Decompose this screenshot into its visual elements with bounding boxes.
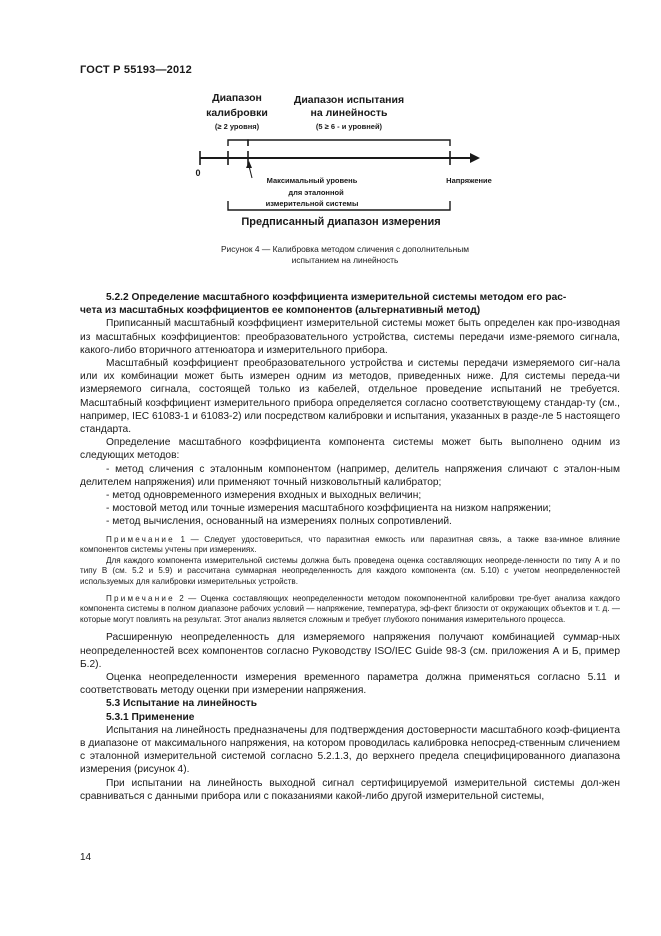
calib-range-label-1: Диапазон — [212, 92, 262, 104]
section-5-2-2-heading: 5.2.2 Определение масштабного коэффициента измерительной системы методом его рас- — [106, 292, 567, 303]
max-level-label-3: измерительной системы — [265, 199, 359, 208]
voltage-label: Напряжение — [446, 176, 492, 185]
note-label: Примечание — [106, 534, 175, 544]
paragraph: Определение масштабного коэффициента компонента системы может быть выполнено одним из следующих методов: — [80, 437, 620, 462]
note-text: — Оценка составляющих неопределенности методом покомпонентной калибровки тре-бует анализа каждого компонента системы в полном диапазоне рабочих условий — напряжение, температура, эф-фект близости от окружающих объектов и т. д. — которые могут повлиять на результат. Этот анализ является сложным и требует глубокого понимания измерительного процесса. — [80, 593, 621, 624]
lin-range-label-2: на линейность — [310, 107, 388, 119]
paragraph: Испытания на линейность предназначены для подтверждения достоверности масштабного коэф-фициента в диапазоне от максимального напряжения, на котором проводилась калибровка непосред-ственным сличением с эталонной измерительной системой согласно 5.2.1.3, до верхнего предела специфицированного диапазона измерения (рисунок 4). — [80, 724, 620, 776]
main-text — [80, 291, 620, 803]
axis-arrow-icon — [470, 153, 480, 163]
section-5-3-1-heading: 5.3.1 Применение — [106, 711, 195, 723]
lin-range-bracket — [248, 140, 450, 146]
method-list-item: - метод вычисления, основанный на измерениях полных сопротивлений. — [106, 516, 452, 528]
paragraph: Расширенную неопределенность для измеряемого напряжения получают комбинацией суммар-ных неопределенностей всех компонентов согласно Руководству ISO/IEC Guide 98-3 (см. приложения А и Б, пример Б.2). — [80, 632, 620, 670]
paragraph: Приписанный масштабный коэффициент измерительной системы может быть определен как про-изводная из масштабных коэффициентов: преобразовательного устройства, системы передачи изме-ряемого сигнала, какого-либо вторичного аттенюатора и измерительного прибора. — [80, 318, 620, 356]
section-5-3-heading: 5.3 Испытание на линейность — [106, 698, 258, 710]
paragraph: Масштабный коэффициент преобразовательного устройства и системы передачи измеряемого сиг-нала или их комбинации может быть измерен одним из методов, приведенных ниже. Для системы переда-чи измеряемого сигнала, состоящей только из кабелей, отдельное проведение испытаний не требуется. Масштабный коэффициент измерительного прибора определяется согласно соответствующему стандар-ту (см., например, IEC 61083-1 и 61083-2) или посредством калибровки и испытания, указанных в разде-ле 5 настоящего стандарта. — [80, 358, 620, 436]
figure-diagram — [0, 88, 661, 268]
figure-caption-line-2: испытанием на линейность — [291, 255, 399, 265]
page-number: 14 — [80, 852, 92, 863]
calib-range-label-3: (≥ 2 уровня) — [214, 122, 260, 131]
method-list-item: - мостовой метод или точные измерения масштабного коэффициента на низком напряжении; — [106, 503, 552, 515]
max-level-arrow-icon — [246, 161, 252, 168]
max-level-label-1: Максимальный уровень — [266, 176, 358, 185]
page-header: ГОСТ Р 55193—2012 — [80, 64, 192, 76]
calib-range-label-2: калибровки — [206, 107, 268, 119]
paragraph: Оценка неопределенности измерения временного параметра должна применяться согласно 5.11 и соответствовать методу оценки при измерении напряжения. — [80, 672, 620, 697]
figure-caption-line-1: Рисунок 4 — Калибровка методом сличения с дополнительным — [220, 244, 470, 254]
method-list-item: - метод одновременного измерения входных и выходных величин; — [106, 490, 422, 502]
lin-range-label-1: Диапазон испытания — [293, 94, 405, 106]
figure-4 — [0, 88, 661, 268]
paragraph: При испытании на линейность выходной сигнал сертифицируемой измерительной системы дол-жен сравниваться с данными прибора или с показаниями какой-либо другой измерительной системы, — [80, 777, 620, 802]
note-2 — [80, 594, 620, 626]
figure-caption — [180, 244, 510, 266]
note-1 — [80, 535, 620, 556]
section-5-2-2-heading-cont: чета из масштабных коэффициентов ее компонентов (альтернативный метод) — [80, 305, 481, 317]
calib-range-bracket — [228, 140, 248, 146]
assigned-range-label: Предписанный диапазон измерения — [241, 216, 441, 228]
note-1-paragraph-2: Для каждого компонента измерительной системы должна быть проведена оценка составляющих неопреде-ленности по типу А и по типу В (см. 5.2 и 5.9) и рассчитана суммарная неопределенность для каждого компонента (см. 5.10) с учетом неопределенностей используемых для калибровки измерительных устройств. — [80, 555, 620, 587]
note-text: — Следует удостовериться, что паразитная емкость или паразитная связь, а также вза-имное влияние компонентов системы учтены при измерениях. — [80, 534, 620, 555]
note-number: 1 — [180, 534, 185, 544]
method-list-item: - метод сличения с эталонным компонентом (например, делитель напряжения сличают с эталон-ным делителем напряжения) или применяют точный низковольтный калибратор; — [80, 463, 620, 488]
axis-origin-label: 0 — [195, 168, 201, 178]
note-number: 2 — [179, 593, 184, 603]
note-label: Примечание — [106, 593, 175, 603]
lin-range-label-3: (5 ≥ 6 - и уровней) — [315, 122, 383, 131]
max-level-label-2: для эталонной — [288, 188, 344, 197]
